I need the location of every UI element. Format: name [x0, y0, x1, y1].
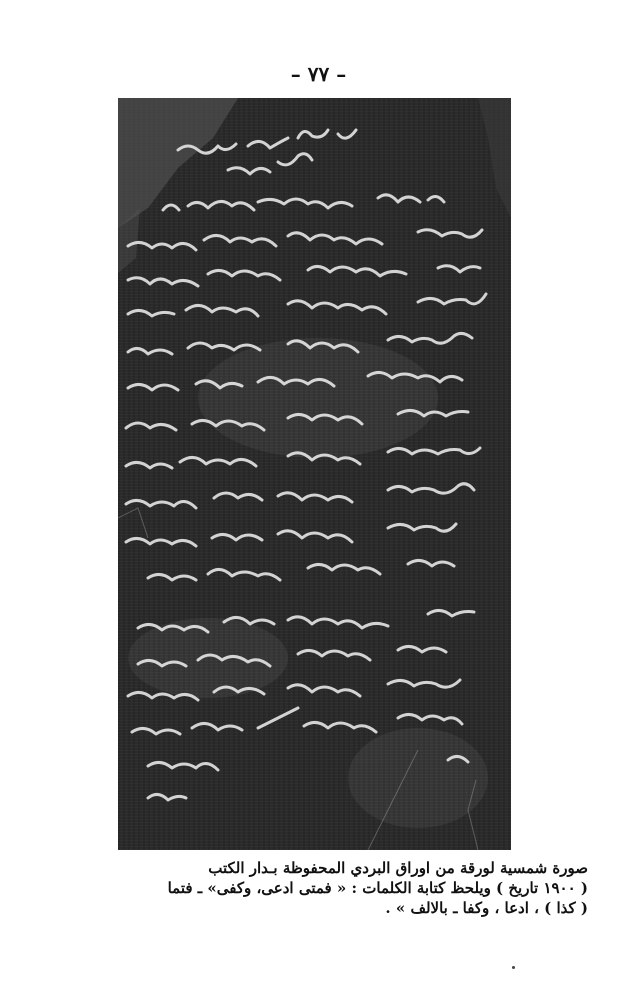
page-number: – ٧٧ –	[290, 62, 347, 86]
manuscript-photo	[118, 98, 511, 850]
handwritten-script-image	[118, 98, 511, 850]
caption-line: صورة شمسية لورقة من اوراق البردي المحفوظة بـدار الكتب	[208, 859, 588, 877]
paper-speck	[512, 966, 515, 969]
caption-line: ( ۱۹۰۰ تاريخ ) ويلحظ كتابة الكلمات : « فمتى ادعى، وكفى» ـ فتما	[167, 879, 588, 897]
caption-line: ( كذا ) ، ادعا ، وكفا ـ بالالف » .	[385, 899, 588, 917]
figure-caption	[50, 858, 588, 918]
